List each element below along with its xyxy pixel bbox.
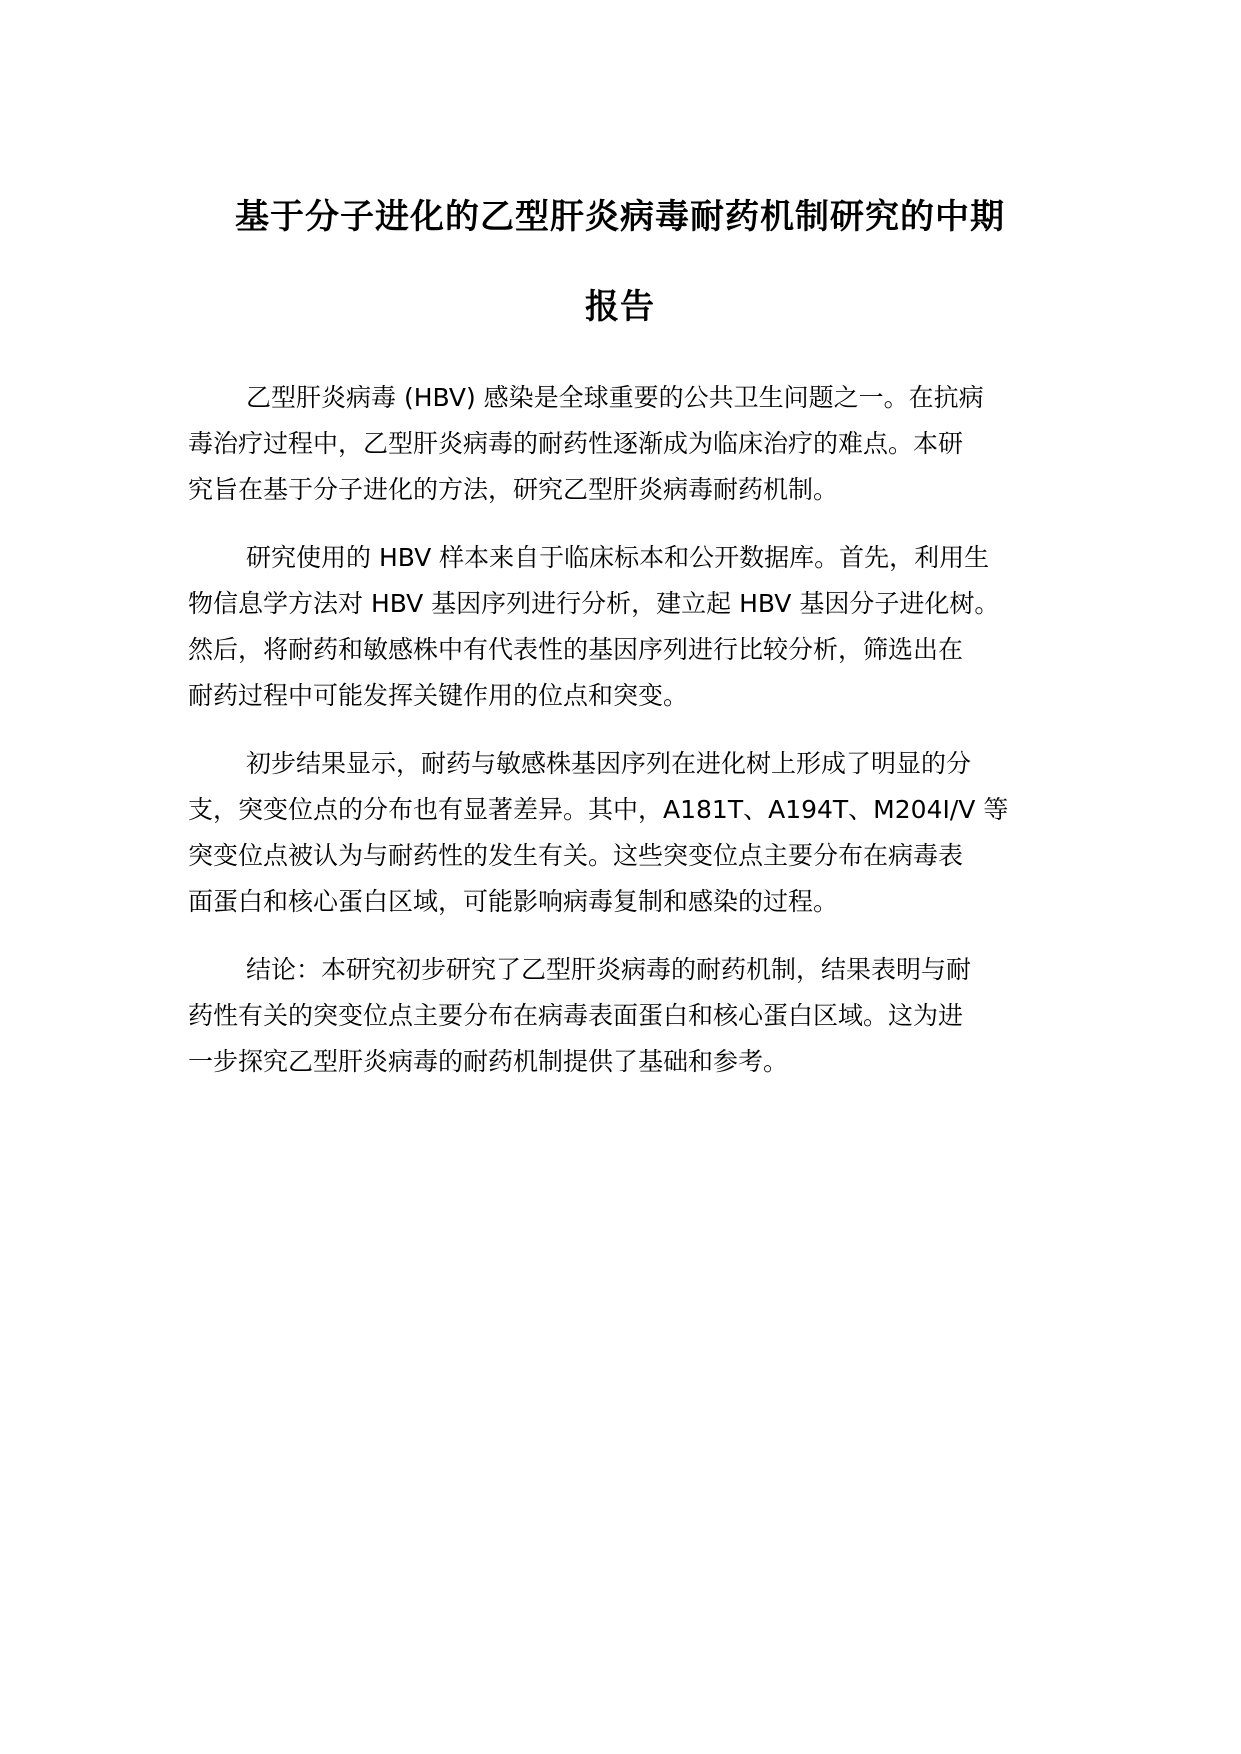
- title-line: 报告: [585, 287, 655, 327]
- text-line: 支，突变位点的分布也有显著差异。其中，A181T、A194T、M204I/V 等: [188, 795, 1009, 824]
- text-line: 然后，将耐药和敏感株中有代表性的基因序列进行比较分析，筛选出在: [188, 635, 964, 664]
- paragraph-methods: [188, 535, 1078, 719]
- paragraph-introduction: [188, 375, 1078, 513]
- paragraph-conclusion: [188, 947, 1078, 1085]
- document-title: [180, 172, 1060, 352]
- text-line: 耐药过程中可能发挥关键作用的位点和突变。: [188, 681, 689, 710]
- text-line: 物信息学方法对 HBV 基因序列进行分析，建立起 HBV 基因分子进化树。: [188, 589, 1000, 618]
- text-line: 药性有关的突变位点主要分布在病毒表面蛋白和核心蛋白区域。这为进: [188, 1001, 964, 1030]
- text-line: 初步结果显示，耐药与敏感株基因序列在进化树上形成了明显的分: [246, 749, 972, 778]
- text-line: 毒治疗过程中，乙型肝炎病毒的耐药性逐渐成为临床治疗的难点。本研: [188, 429, 964, 458]
- text-line: 究旨在基于分子进化的方法，研究乙型肝炎病毒耐药机制。: [188, 475, 839, 504]
- text-line: 乙型肝炎病毒 (HBV) 感染是全球重要的公共卫生问题之一。在抗病: [246, 383, 984, 412]
- text-line: 面蛋白和核心蛋白区域，可能影响病毒复制和感染的过程。: [188, 887, 839, 916]
- title-line: 基于分子进化的乙型肝炎病毒耐药机制研究的中期: [235, 197, 1005, 237]
- text-line: 结论：本研究初步研究了乙型肝炎病毒的耐药机制，结果表明与耐: [246, 955, 972, 984]
- document-body: [188, 375, 1078, 1107]
- text-line: 研究使用的 HBV 样本来自于临床标本和公开数据库。首先，利用生: [246, 543, 990, 572]
- text-line: 突变位点被认为与耐药性的发生有关。这些突变位点主要分布在病毒表: [188, 841, 964, 870]
- paragraph-results: [188, 741, 1078, 925]
- text-line: 一步探究乙型肝炎病毒的耐药机制提供了基础和参考。: [188, 1047, 789, 1076]
